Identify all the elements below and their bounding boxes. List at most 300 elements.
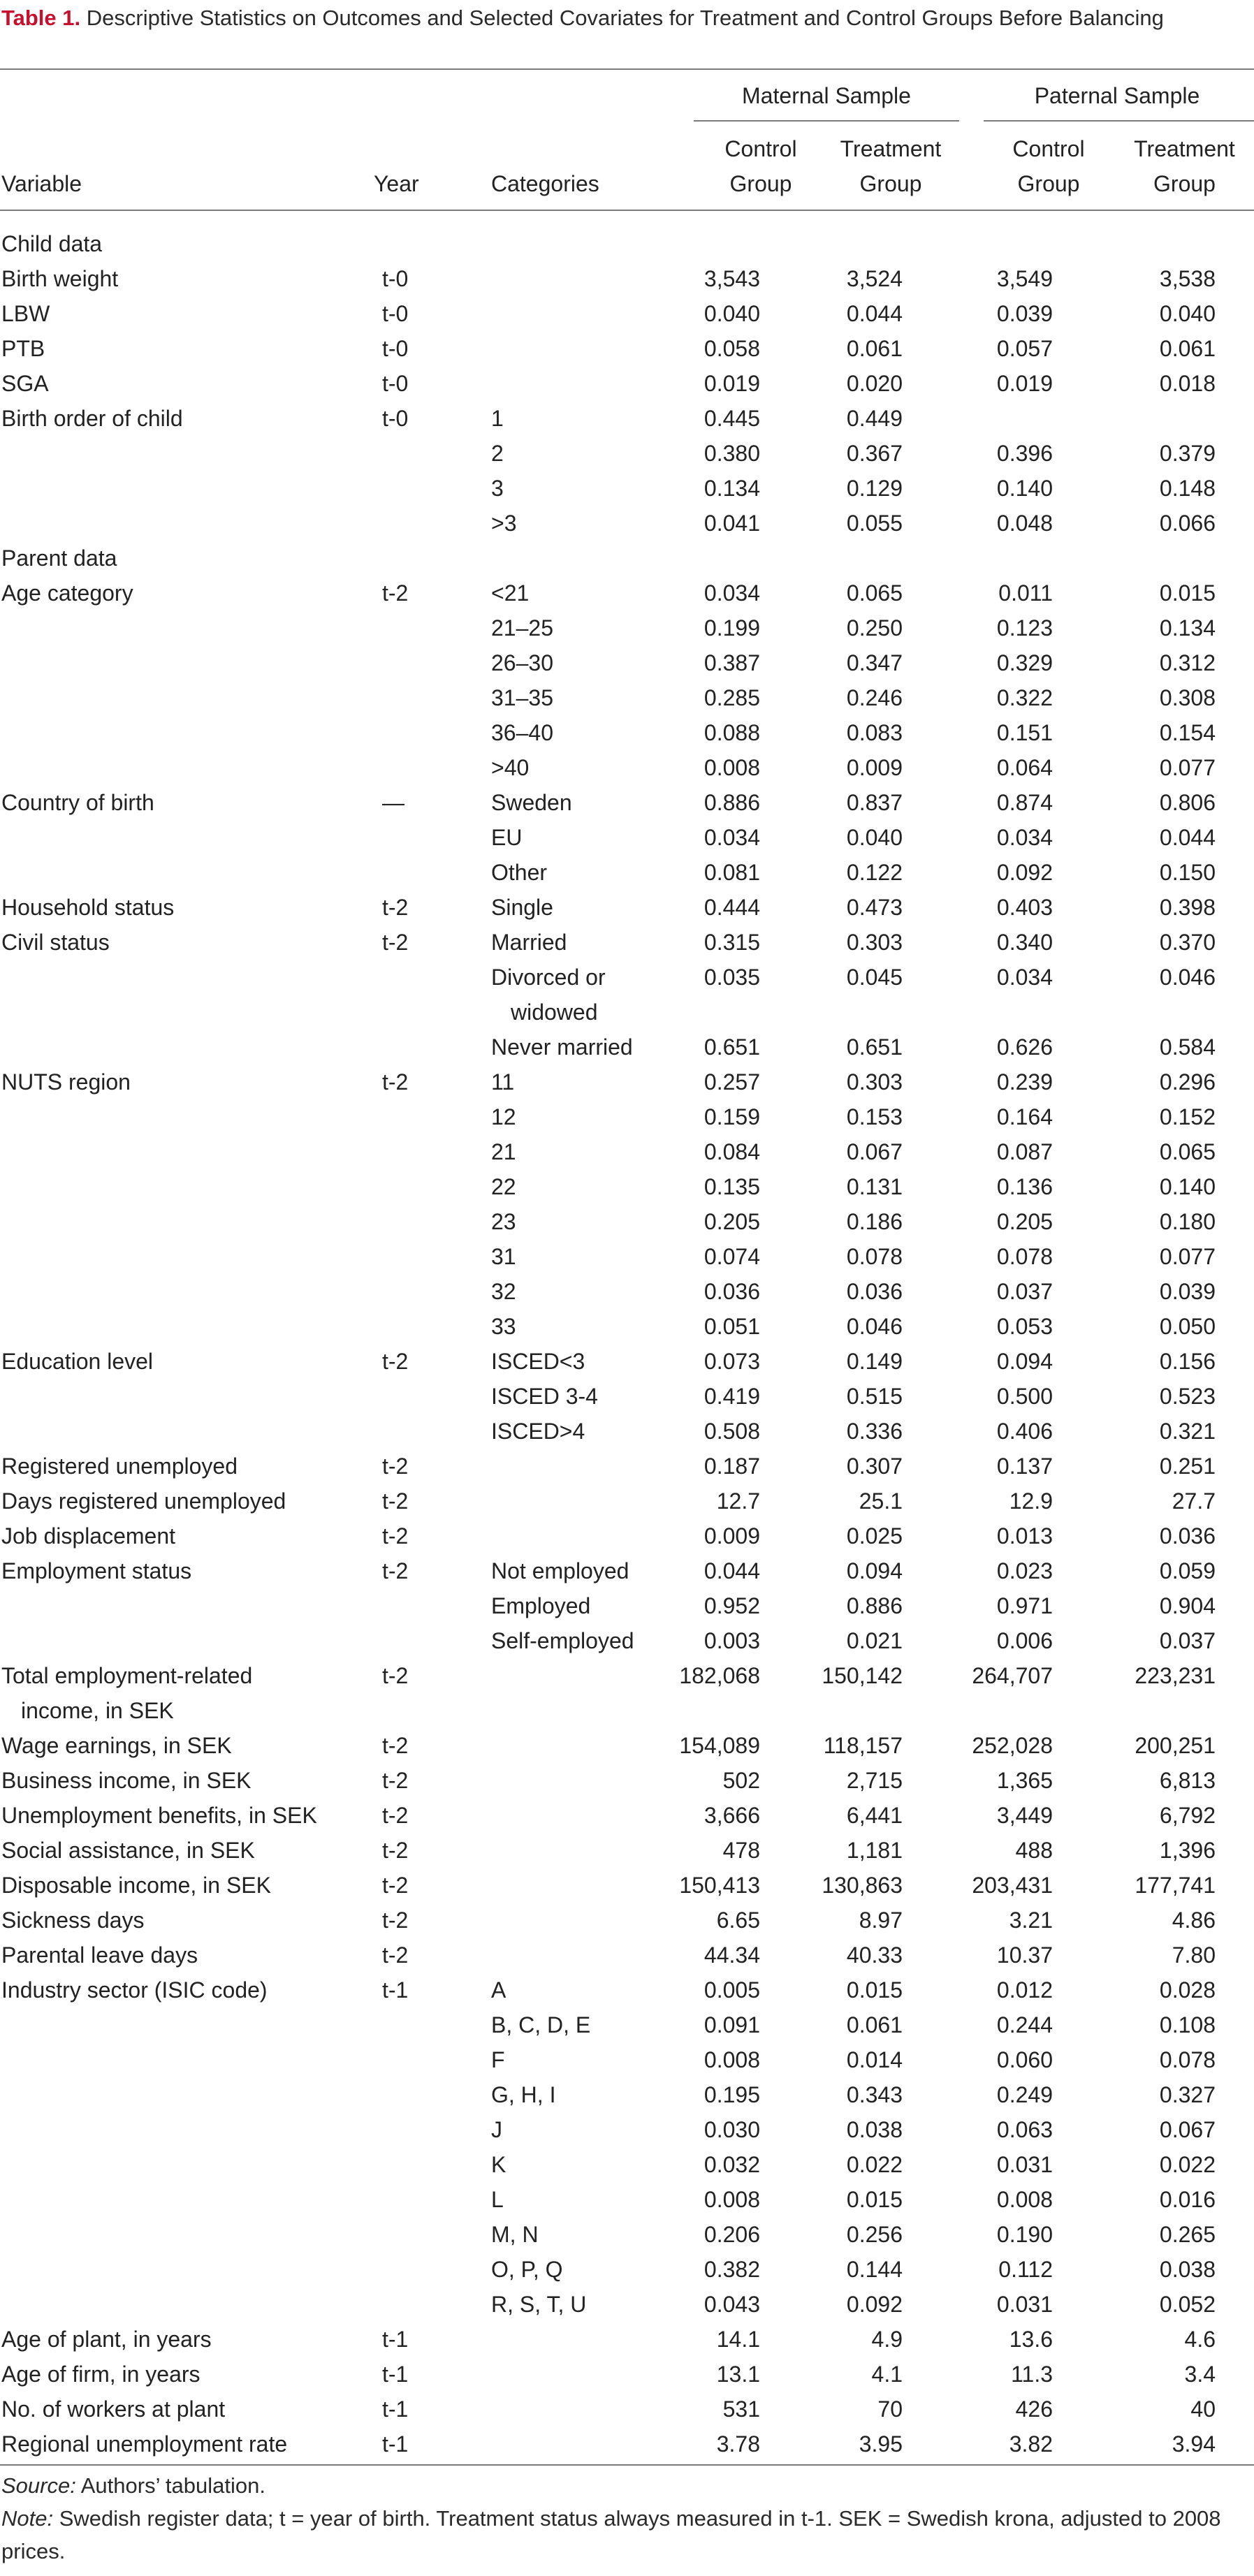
row-value-1: 0.135 [703, 1174, 760, 1199]
row-year [370, 680, 472, 715]
row-category [472, 2427, 671, 2461]
row-category: 23 [491, 1209, 516, 1234]
row-year: t-0 [382, 371, 409, 396]
row-value-4: 0.327 [1159, 2082, 1216, 2107]
row-category: 32 [491, 1279, 516, 1304]
row-value-3: 0.500 [996, 1384, 1053, 1409]
row-value-1: 0.058 [703, 336, 760, 361]
row-value-4: 0.154 [1159, 720, 1216, 745]
row-category: L [491, 2187, 504, 2212]
row-category [472, 1938, 671, 1973]
row-value-2: 118,157 [823, 1733, 903, 1758]
row-value-1: 531 [722, 2396, 760, 2422]
row-value-2 [803, 541, 926, 576]
row-year [370, 750, 472, 785]
row-year [370, 715, 472, 750]
row-year: t-2 [382, 1803, 409, 1828]
row-year: t-2 [382, 895, 409, 920]
row-category [472, 1449, 671, 1484]
table-row [0, 2392, 1254, 2427]
row-variable [0, 2007, 370, 2042]
row-value-1: 0.285 [703, 685, 760, 710]
table-row [0, 820, 1254, 855]
row-year [370, 645, 472, 680]
row-value-1: 0.134 [703, 476, 760, 501]
row-variable-line1: Total employment-related [1, 1663, 253, 1688]
row-value-1: 0.043 [703, 2292, 760, 2317]
table-row [0, 2357, 1254, 2392]
row-variable: Household status [1, 895, 175, 920]
row-value-3: 0.190 [996, 2222, 1053, 2247]
row-variable: Employment status [1, 1558, 192, 1583]
row-variable: Child data [1, 231, 103, 256]
row-value-4: 0.265 [1159, 2222, 1216, 2247]
row-variable: Business income, in SEK [1, 1768, 251, 1793]
row-value-3: 3.82 [1009, 2431, 1053, 2457]
row-variable: No. of workers at plant [1, 2396, 226, 2422]
row-category [472, 1518, 671, 1553]
table-row [0, 1763, 1254, 1798]
row-value-1: 0.044 [703, 1558, 760, 1583]
row-value-3: 0.874 [996, 790, 1053, 815]
row-value-1: 0.003 [703, 1628, 760, 1653]
row-value-4: 1,396 [1159, 1838, 1216, 1863]
row-variable: Sickness days [1, 1908, 145, 1933]
table-row [0, 506, 1254, 541]
row-year [370, 506, 472, 541]
table-row [0, 2252, 1254, 2287]
row-category [472, 366, 671, 401]
row-value-4: 0.061 [1159, 336, 1216, 361]
row-value-2: 0.129 [846, 476, 903, 501]
row-variable: Unemployment benefits, in SEK [1, 1803, 317, 1828]
row-value-4: 0.078 [1159, 2047, 1216, 2072]
row-variable [0, 680, 370, 715]
row-year: t-2 [382, 1523, 409, 1549]
row-year: t-0 [382, 266, 409, 291]
table-row [0, 1728, 1254, 1763]
row-category: 2 [491, 441, 504, 466]
row-variable [0, 2042, 370, 2077]
row-value-4: 40 [1190, 2396, 1216, 2422]
row-year [370, 2252, 472, 2287]
row-value-2: 0.046 [846, 1314, 903, 1339]
row-variable [0, 610, 370, 645]
row-value-2: 0.021 [846, 1628, 903, 1653]
row-variable [0, 471, 370, 506]
row-variable: Industry sector (ISIC code) [1, 1977, 268, 2003]
row-value-3: 0.971 [996, 1593, 1053, 1618]
row-variable: Regional unemployment rate [1, 2431, 288, 2457]
row-year: t-2 [382, 1488, 409, 1514]
table-row [0, 1484, 1254, 1518]
row-value-3: 10.37 [996, 1942, 1053, 1968]
source-label: Source: [1, 2473, 76, 2498]
row-value-1: 0.091 [703, 2012, 760, 2037]
row-value-2: 0.186 [846, 1209, 903, 1234]
row-variable [0, 1134, 370, 1169]
row-value-4: 177,741 [1135, 1873, 1216, 1898]
row-year [370, 2042, 472, 2077]
table-row [0, 1379, 1254, 1414]
row-value-4: 3.94 [1172, 2431, 1216, 2457]
row-value-1: 0.205 [703, 1209, 760, 1234]
row-value-4: 4.86 [1172, 1908, 1216, 1933]
row-value-3: 0.034 [996, 825, 1053, 850]
row-value-3: 488 [1015, 1838, 1053, 1863]
row-variable: Job displacement [1, 1523, 176, 1549]
row-year: t-2 [382, 1349, 409, 1374]
row-value-1: 3,666 [703, 1803, 760, 1828]
footnotes [1, 2469, 1248, 2568]
treatment-header-line1: Treatment [1134, 136, 1235, 161]
row-value-3: 264,707 [972, 1663, 1053, 1688]
source-note [1, 2469, 1248, 2502]
row-value-4: 0.037 [1159, 1628, 1216, 1653]
row-value-2 [803, 226, 926, 261]
row-variable [0, 820, 370, 855]
row-variable: Country of birth [1, 790, 154, 815]
row-value-1: 6.65 [716, 1908, 760, 1933]
row-year [370, 471, 472, 506]
row-year [370, 610, 472, 645]
paternal-sample-header: Paternal Sample [1034, 83, 1200, 108]
row-value-3: 0.136 [996, 1174, 1053, 1199]
row-value-2: 0.067 [846, 1139, 903, 1164]
row-category: G, H, I [491, 2082, 556, 2107]
row-category: 26–30 [491, 650, 553, 675]
row-value-4: 0.077 [1159, 1244, 1216, 1269]
row-value-4: 200,251 [1135, 1733, 1216, 1758]
paternal-group-rule [984, 120, 1254, 122]
row-value-1: 0.008 [703, 2047, 760, 2072]
row-value-3: 0.087 [996, 1139, 1053, 1164]
row-value-1: 154,089 [679, 1733, 760, 1758]
row-category: Not employed [491, 1558, 629, 1583]
table-row [0, 331, 1254, 366]
row-value-1: 0.008 [703, 2187, 760, 2212]
row-value-4: 0.018 [1159, 371, 1216, 396]
row-value-3: 0.034 [996, 965, 1053, 990]
row-value-2: 40.33 [846, 1942, 903, 1968]
row-value-1: 0.952 [703, 1593, 760, 1618]
row-variable: Age of plant, in years [1, 2327, 212, 2352]
row-value-4: 0.806 [1159, 790, 1216, 815]
table-row [0, 1204, 1254, 1239]
row-value-3: 0.048 [996, 511, 1053, 536]
row-value-3: 0.396 [996, 441, 1053, 466]
table-row [0, 1099, 1254, 1134]
row-value-2: 0.015 [846, 1977, 903, 2003]
row-year: t-2 [382, 580, 409, 606]
row-variable: Parental leave days [1, 1942, 198, 1968]
row-category: ISCED<3 [491, 1349, 585, 1374]
row-value-3: 426 [1015, 2396, 1053, 2422]
row-year [370, 1379, 472, 1414]
row-value-4: 6,813 [1159, 1768, 1216, 1793]
row-variable [0, 1379, 370, 1414]
row-value-2: 0.009 [846, 755, 903, 780]
row-value-4: 0.150 [1159, 860, 1216, 885]
row-value-2: 0.886 [846, 1593, 903, 1618]
table-row [0, 645, 1254, 680]
row-category [472, 226, 671, 261]
row-value-3: 0.140 [996, 476, 1053, 501]
row-value-3: 252,028 [972, 1733, 1053, 1758]
row-value-1: 0.051 [703, 1314, 760, 1339]
row-category: <21 [491, 580, 530, 606]
row-value-3: 0.039 [996, 301, 1053, 326]
row-year [370, 2182, 472, 2217]
row-year: t-2 [382, 1663, 409, 1688]
row-value-4: 0.044 [1159, 825, 1216, 850]
row-value-4: 0.077 [1159, 755, 1216, 780]
row-value-4: 0.050 [1159, 1314, 1216, 1339]
row-variable: NUTS region [1, 1069, 131, 1095]
row-value-2: 0.303 [846, 930, 903, 955]
row-value-1: 12.7 [716, 1488, 760, 1514]
statistics-table [0, 226, 1254, 2461]
row-variable [0, 960, 370, 1030]
row-year: t-1 [382, 1977, 409, 2003]
row-year [370, 1623, 472, 1658]
row-variable: LBW [1, 301, 50, 326]
row-year [370, 1588, 472, 1623]
row-category [472, 296, 671, 331]
row-value-2: 6,441 [846, 1803, 903, 1828]
row-value-1: 0.040 [703, 301, 760, 326]
row-variable: Registered unemployed [1, 1454, 238, 1479]
row-value-2: 0.122 [846, 860, 903, 885]
row-value-3 [926, 401, 1093, 436]
row-variable [0, 1588, 370, 1623]
header-bottom-rule [0, 210, 1254, 211]
row-category: 36–40 [491, 720, 553, 745]
row-value-4: 4.6 [1184, 2327, 1216, 2352]
table-row [0, 436, 1254, 471]
row-value-3: 0.031 [996, 2152, 1053, 2177]
row-category: EU [491, 825, 523, 850]
row-category: 3 [491, 476, 504, 501]
table-row [0, 2042, 1254, 2077]
table-row [0, 401, 1254, 436]
row-value-4: 0.039 [1159, 1279, 1216, 1304]
row-value-1: 0.073 [703, 1349, 760, 1374]
row-year: t-2 [382, 1454, 409, 1479]
row-value-1: 0.041 [703, 511, 760, 536]
table-row [0, 1798, 1254, 1833]
row-variable [0, 1414, 370, 1449]
row-value-3: 0.137 [996, 1454, 1053, 1479]
table-row [0, 2007, 1254, 2042]
table-row [0, 1344, 1254, 1379]
table-row [0, 576, 1254, 610]
control-header-line1: Control [1012, 136, 1085, 161]
row-value-1: 0.034 [703, 825, 760, 850]
row-value-2: 0.040 [846, 825, 903, 850]
row-value-3: 0.403 [996, 895, 1053, 920]
row-year: t-0 [382, 301, 409, 326]
row-value-3: 11.3 [1011, 2362, 1053, 2387]
row-value-1: 0.206 [703, 2222, 760, 2247]
row-value-4 [1093, 401, 1254, 436]
row-value-4: 6,792 [1159, 1803, 1216, 1828]
row-value-2: 25.1 [859, 1488, 903, 1514]
row-value-3: 3,549 [996, 266, 1053, 291]
row-category: ISCED 3-4 [491, 1384, 598, 1409]
table-row [0, 1623, 1254, 1658]
table-row [0, 541, 1254, 576]
row-category: Single [491, 895, 553, 920]
row-category: Employed [491, 1593, 591, 1618]
maternal-treatment-header [824, 131, 957, 201]
row-value-1: 0.199 [703, 615, 760, 641]
row-year [370, 2217, 472, 2252]
row-year: t-1 [382, 2362, 409, 2387]
row-category: A [491, 1977, 506, 2003]
table-row [0, 2182, 1254, 2217]
row-value-2: 0.336 [846, 1419, 903, 1444]
treatment-header-line2: Group [1153, 171, 1216, 196]
row-value-3: 0.053 [996, 1314, 1053, 1339]
row-variable: PTB [1, 336, 45, 361]
row-year [370, 1239, 472, 1274]
row-year: t-2 [382, 1768, 409, 1793]
row-variable [0, 1309, 370, 1344]
row-value-2: 0.014 [846, 2047, 903, 2072]
row-category [472, 331, 671, 366]
table-row [0, 1414, 1254, 1449]
row-value-2: 0.347 [846, 650, 903, 675]
table-row [0, 1833, 1254, 1868]
row-value-2: 4.1 [871, 2362, 903, 2387]
row-value-2: 70 [877, 2396, 903, 2422]
row-value-2: 0.055 [846, 511, 903, 536]
row-value-3: 0.164 [996, 1104, 1053, 1129]
row-value-3: 0.322 [996, 685, 1053, 710]
treatment-header-line1: Treatment [840, 136, 942, 161]
row-value-3: 0.057 [996, 336, 1053, 361]
row-year: t-2 [382, 1908, 409, 1933]
row-value-3: 0.008 [996, 2187, 1053, 2212]
row-year: t-2 [382, 1873, 409, 1898]
row-value-4: 0.370 [1159, 930, 1216, 955]
row-value-2: 0.083 [846, 720, 903, 745]
row-value-3: 0.006 [996, 1628, 1053, 1653]
row-category: F [491, 2047, 505, 2072]
row-variable: Civil status [1, 930, 110, 955]
row-value-2: 0.092 [846, 2292, 903, 2317]
row-category-line1: Divorced or [491, 965, 606, 990]
row-value-1: 3,543 [703, 266, 760, 291]
row-variable [0, 1274, 370, 1309]
row-value-1: 182,068 [679, 1663, 760, 1688]
row-category: J [491, 2117, 502, 2142]
row-value-2: 8.97 [859, 1908, 903, 1933]
row-value-3: 0.037 [996, 1279, 1053, 1304]
row-category [472, 1763, 671, 1798]
row-category [472, 1903, 671, 1938]
row-value-2: 0.025 [846, 1523, 903, 1549]
row-value-2: 0.307 [846, 1454, 903, 1479]
table-row [0, 2077, 1254, 2112]
row-value-3: 3.21 [1009, 1908, 1053, 1933]
table-row [0, 2322, 1254, 2357]
row-year [370, 1309, 472, 1344]
row-variable [0, 1030, 370, 1064]
row-value-2: 0.367 [846, 441, 903, 466]
table-row [0, 1309, 1254, 1344]
row-variable [0, 1239, 370, 1274]
control-header-line2: Group [729, 171, 792, 196]
row-category: ISCED>4 [491, 1419, 585, 1444]
row-category: 1 [491, 406, 504, 431]
row-value-1: 150,413 [679, 1873, 760, 1898]
row-value-1: 0.257 [703, 1069, 760, 1095]
row-category: 31–35 [491, 685, 553, 710]
table-row [0, 715, 1254, 750]
row-category: K [491, 2152, 506, 2177]
row-year: t-2 [382, 1733, 409, 1758]
row-value-3: 3,449 [996, 1803, 1053, 1828]
categories-header: Categories [491, 171, 599, 196]
row-variable: Wage earnings, in SEK [1, 1733, 232, 1758]
row-variable: Parent data [1, 546, 117, 571]
row-value-1: 0.444 [703, 895, 760, 920]
row-value-3: 0.092 [996, 860, 1053, 885]
table-row [0, 855, 1254, 890]
row-value-3: 0.019 [996, 371, 1053, 396]
table-row [0, 1274, 1254, 1309]
row-value-3: 0.340 [996, 930, 1053, 955]
row-value-4 [1093, 541, 1254, 576]
row-variable: Birth order of child [1, 406, 183, 431]
row-value-4: 223,231 [1135, 1663, 1216, 1688]
row-category [472, 2322, 671, 2357]
row-value-3: 203,431 [972, 1873, 1053, 1898]
row-value-4: 0.379 [1159, 441, 1216, 466]
row-value-2: 0.651 [846, 1034, 903, 1060]
row-category: 31 [491, 1244, 516, 1269]
table-row [0, 750, 1254, 785]
row-value-2: 0.256 [846, 2222, 903, 2247]
maternal-control-header [699, 131, 823, 201]
row-value-1: 0.380 [703, 441, 760, 466]
row-value-2: 0.131 [846, 1174, 903, 1199]
row-category: 11 [491, 1069, 515, 1095]
row-value-2: 150,142 [822, 1663, 903, 1688]
table-row [0, 1134, 1254, 1169]
paternal-treatment-header [1116, 131, 1253, 201]
table-row [0, 610, 1254, 645]
table-row [0, 226, 1254, 261]
row-value-3: 12.9 [1009, 1488, 1053, 1514]
row-value-1: 0.445 [703, 406, 760, 431]
row-value-1: 0.088 [703, 720, 760, 745]
row-value-1: 0.035 [703, 965, 760, 990]
row-value-3: 0.031 [996, 2292, 1053, 2317]
row-value-4: 0.108 [1159, 2012, 1216, 2037]
row-value-1: 0.315 [703, 930, 760, 955]
row-variable: Birth weight [1, 266, 119, 291]
row-value-3: 0.012 [996, 1977, 1053, 2003]
row-value-2: 0.149 [846, 1349, 903, 1374]
row-value-4: 0.584 [1159, 1034, 1216, 1060]
row-value-2: 0.837 [846, 790, 903, 815]
row-value-2: 0.246 [846, 685, 903, 710]
row-variable [0, 1099, 370, 1134]
row-category [472, 960, 671, 1030]
